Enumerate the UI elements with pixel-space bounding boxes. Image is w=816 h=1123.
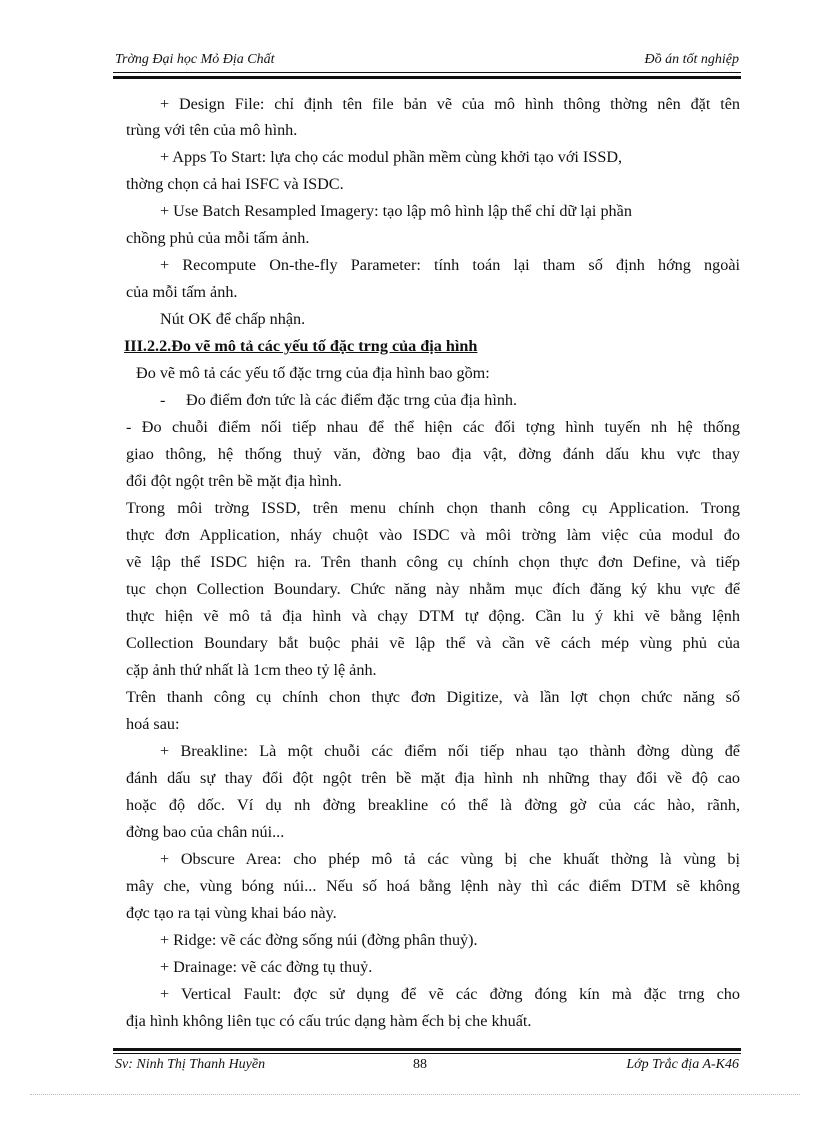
text-line: thờng chọn cả hai ISFC và ISDC. xyxy=(126,175,344,193)
text-line: vẽ lập thể ISDC hiện ra. Trên thanh công cụ chính chọn thực đơn Define, và tiếp xyxy=(126,553,740,571)
page-header xyxy=(113,50,741,72)
text-line: trùng với tên của mô hình. xyxy=(126,121,298,139)
bullet-text: Đo điểm đơn tức là các điểm đặc trng của địa hình. xyxy=(186,391,518,409)
text-line: tục chọn Collection Boundary. Chức năng này nhằm mục đích đăng ký khu vực để xyxy=(126,580,740,598)
text-line: + Vertical Fault: đợc sử dụng để vẽ các đờng đóng kín mà đặc trng cho xyxy=(160,985,740,1003)
text-line: hoặc độ dốc. Ví dụ nh đờng breakline có thể là đờng gờ của các hào, rãnh, xyxy=(126,796,740,814)
text-line: + Drainage: vẽ các đờng tụ thuỷ. xyxy=(160,958,373,976)
footer-class: Lớp Trắc địa A-K46 xyxy=(626,1057,739,1072)
text-line: giao thông, hệ thống thuỷ văn, đờng bao địa vật, đờng đánh dấu khu vực thay xyxy=(126,445,740,463)
text-line: Collection Boundary bắt buộc phải vẽ lập thể và cần vẽ cách mép vùng phủ của xyxy=(126,634,740,652)
page-footer xyxy=(113,1057,741,1079)
footer-rule-thick xyxy=(113,1048,741,1051)
text-line: hoá sau: xyxy=(126,715,180,733)
text-line: thực hiện vẽ mô tả địa hình và chạy DTM tự động. Cần lu ý khi vẽ bằng lệnh xyxy=(126,607,740,625)
text-line: đổi đột ngột trên bề mặt địa hình. xyxy=(126,472,342,490)
header-doc-type: Đồ án tốt nghiệp xyxy=(644,52,739,67)
bullet-item xyxy=(160,389,774,413)
header-school: Trờng Đại học Mỏ Địa Chất xyxy=(115,52,275,67)
text-line: + Recompute On-the-fly Parameter: tính toán lại tham số định hớng ngoài xyxy=(160,256,740,274)
footer-student: Sv: Ninh Thị Thanh Huyền xyxy=(115,1057,266,1072)
text-line: Trong môi trờng ISSD, trên menu chính chọn thanh công cụ Application. Trong xyxy=(126,499,740,517)
text-line: - Đo chuỗi điểm nối tiếp nhau để thể hiện các đối tợng hình tuyến nh hệ thống xyxy=(126,418,740,436)
text-line: địa hình không liên tục có cấu trúc dạng hàm ếch bị che khuất. xyxy=(126,1012,532,1030)
text-line: + Breakline: Là một chuỗi các điểm nối tiếp nhau tạo thành đờng dùng để xyxy=(160,742,740,760)
text-line: + Use Batch Resampled Imagery: tạo lập mô hình lập thể chỉ dữ lại phần xyxy=(160,202,632,220)
text-line: + Ridge: vẽ các đờng sống núi (đờng phân thuỷ). xyxy=(160,931,478,949)
footer-rule-thin xyxy=(113,1053,741,1054)
page-number: 88 xyxy=(413,1057,427,1072)
text-line: cặp ảnh thứ nhất là 1cm theo tỷ lệ ảnh. xyxy=(126,661,377,679)
bullet-dash: - xyxy=(160,391,166,409)
text-line: đợc tạo ra tại vùng khai báo này. xyxy=(126,904,337,922)
text-line: Trên thanh công cụ chính chon thực đơn Digitize, và lần lợt chọn chức năng số xyxy=(126,688,740,706)
text-line: + Obscure Area: cho phép mô tả các vùng bị che khuất thờng là vùng bị xyxy=(160,850,740,868)
text-line: Nút OK để chấp nhận. xyxy=(160,310,306,328)
page-edge-dotted-line xyxy=(30,1094,800,1095)
text-line: mây che, vùng bóng núi... Nếu số hoá bằng lệnh này thì các điểm DTM sẽ không xyxy=(126,877,740,895)
text-line: thực đơn Application, nháy chuột vào ISDC và môi trờng làm việc của modul đo xyxy=(126,526,740,544)
section-heading: III.2.2.Đo vẽ mô tả các yếu tố đặc trng của địa hình xyxy=(124,337,478,355)
text-line: + Apps To Start: lựa chọ các modul phần mềm cùng khởi tạo với ISSD, xyxy=(160,148,623,166)
text-line: + Design File: chỉ định tên file bản vẽ của mô hình thông thờng nên đặt tên xyxy=(160,95,740,113)
text-line: của mỗi tấm ảnh. xyxy=(126,283,238,301)
text-line: chồng phủ của mỗi tấm ảnh. xyxy=(126,229,310,247)
text-line: Đo vẽ mô tả các yếu tố đặc trng của địa hình bao gồm: xyxy=(136,364,490,382)
header-rule-thin xyxy=(113,72,741,73)
text-line: đánh dấu sự thay đổi đột ngột trên bề mặt địa hình nh những thay đổi về độ cao xyxy=(126,769,740,787)
text-line: đờng bao của chân núi... xyxy=(126,823,285,841)
header-rule-thick xyxy=(113,76,741,79)
